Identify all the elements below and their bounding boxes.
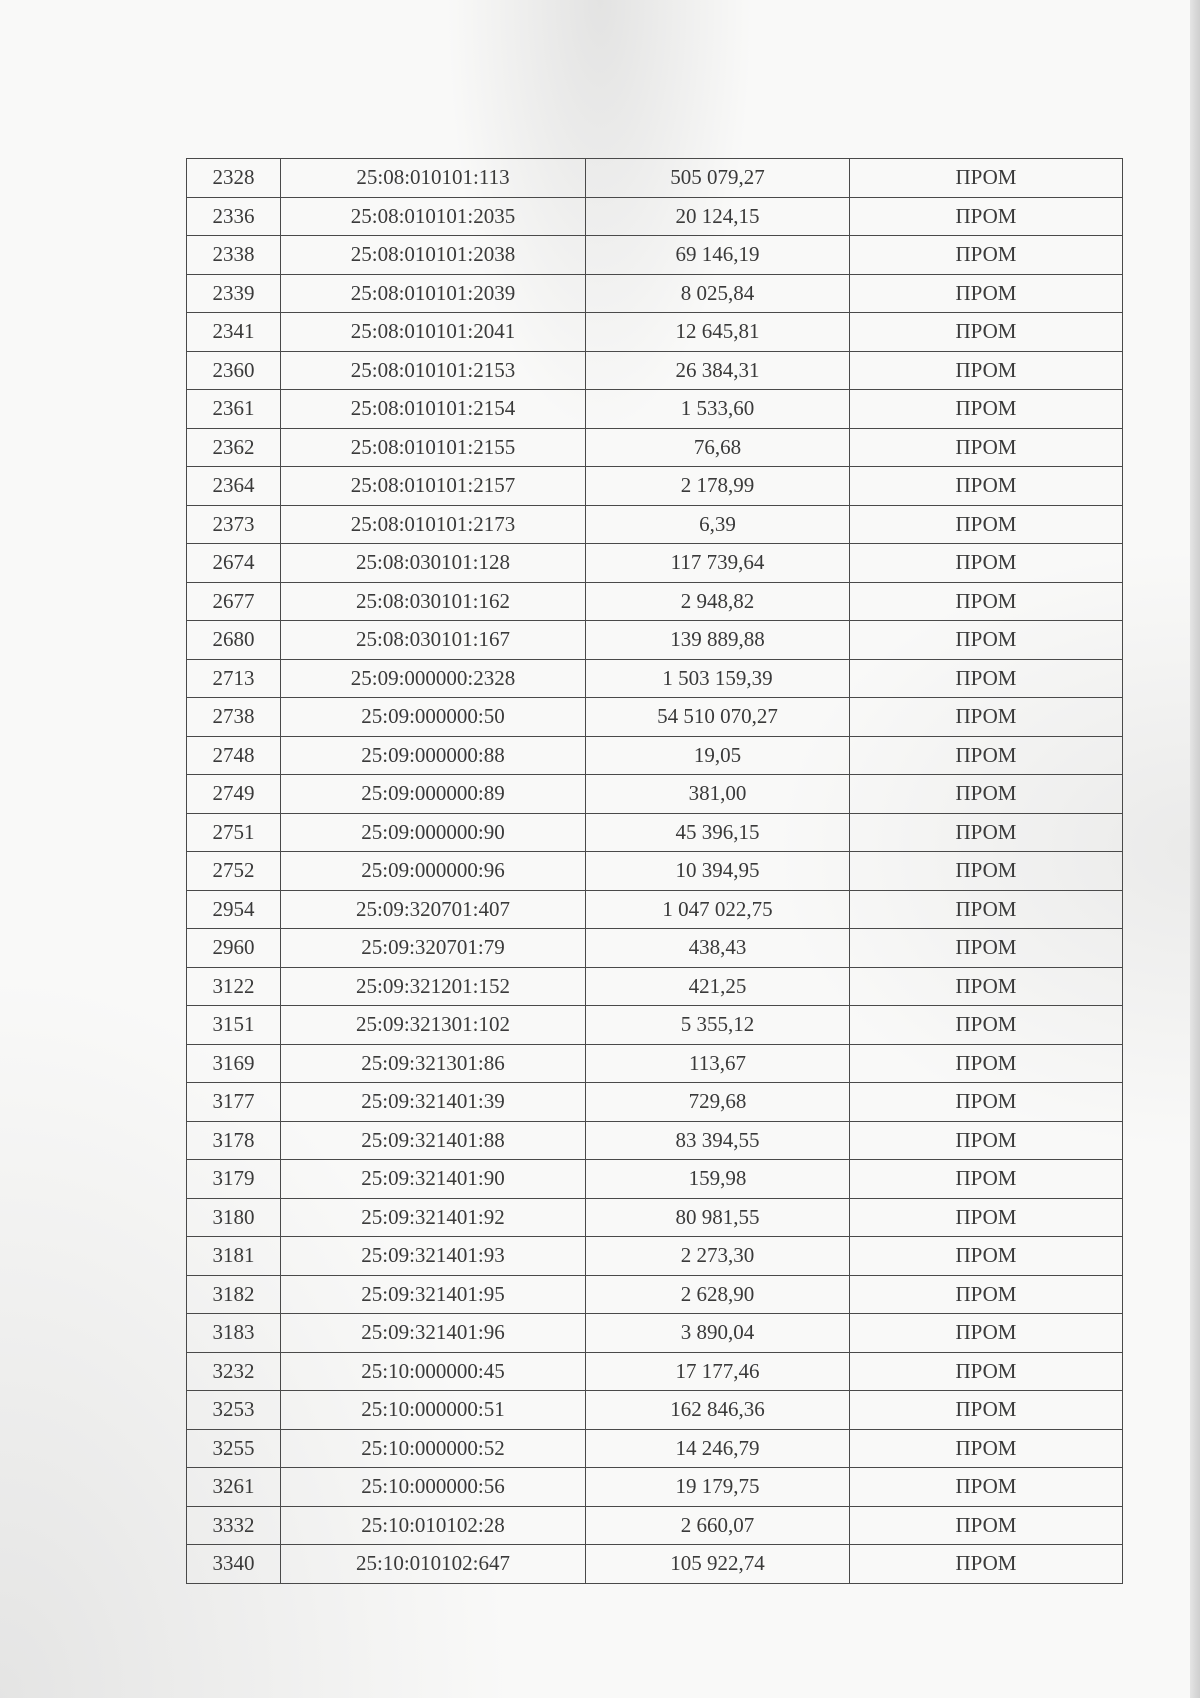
row-number-cell: 3181: [187, 1237, 281, 1276]
table-row: [187, 1237, 1123, 1276]
row-number-cell: 3169: [187, 1044, 281, 1083]
category-cell: ПРОМ: [850, 351, 1123, 390]
category-cell: ПРОМ: [850, 544, 1123, 583]
row-number-cell: 3261: [187, 1468, 281, 1507]
value-cell: 69 146,19: [586, 236, 850, 275]
category-cell: ПРОМ: [850, 159, 1123, 198]
value-cell: 12 645,81: [586, 313, 850, 352]
category-cell: ПРОМ: [850, 582, 1123, 621]
value-cell: 2 273,30: [586, 1237, 850, 1276]
cadastral-number-cell: 25:08:010101:2038: [281, 236, 586, 275]
table-row: [187, 1006, 1123, 1045]
table-row: [187, 313, 1123, 352]
row-number-cell: 2960: [187, 929, 281, 968]
table-row: [187, 274, 1123, 313]
cadastral-number-cell: 25:08:030101:167: [281, 621, 586, 660]
value-cell: 162 846,36: [586, 1391, 850, 1430]
value-cell: 17 177,46: [586, 1352, 850, 1391]
value-cell: 1 533,60: [586, 390, 850, 429]
row-number-cell: 2339: [187, 274, 281, 313]
cadastral-number-cell: 25:09:321201:152: [281, 967, 586, 1006]
value-cell: 54 510 070,27: [586, 698, 850, 737]
table-row: [187, 929, 1123, 968]
category-cell: ПРОМ: [850, 929, 1123, 968]
table-row: [187, 544, 1123, 583]
cadastral-number-cell: 25:09:320701:79: [281, 929, 586, 968]
value-cell: 729,68: [586, 1083, 850, 1122]
value-cell: 159,98: [586, 1160, 850, 1199]
value-cell: 3 890,04: [586, 1314, 850, 1353]
cadastral-number-cell: 25:09:321301:102: [281, 1006, 586, 1045]
table-row: [187, 1545, 1123, 1584]
value-cell: 45 396,15: [586, 813, 850, 852]
row-number-cell: 3232: [187, 1352, 281, 1391]
value-cell: 83 394,55: [586, 1121, 850, 1160]
row-number-cell: 3179: [187, 1160, 281, 1199]
table-row: [187, 698, 1123, 737]
value-cell: 2 948,82: [586, 582, 850, 621]
value-cell: 8 025,84: [586, 274, 850, 313]
category-cell: ПРОМ: [850, 1352, 1123, 1391]
cadastral-number-cell: 25:09:321401:95: [281, 1275, 586, 1314]
table-row: [187, 1198, 1123, 1237]
cadastral-number-cell: 25:09:320701:407: [281, 890, 586, 929]
category-cell: ПРОМ: [850, 1391, 1123, 1430]
row-number-cell: 3151: [187, 1006, 281, 1045]
table-row: [187, 775, 1123, 814]
value-cell: 26 384,31: [586, 351, 850, 390]
row-number-cell: 2674: [187, 544, 281, 583]
row-number-cell: 2680: [187, 621, 281, 660]
table-row: [187, 1160, 1123, 1199]
table-row: [187, 852, 1123, 891]
category-cell: ПРОМ: [850, 1044, 1123, 1083]
cadastral-number-cell: 25:08:010101:2154: [281, 390, 586, 429]
table-row: [187, 1468, 1123, 1507]
category-cell: ПРОМ: [850, 621, 1123, 660]
value-cell: 20 124,15: [586, 197, 850, 236]
category-cell: ПРОМ: [850, 736, 1123, 775]
table-row: [187, 1429, 1123, 1468]
category-cell: ПРОМ: [850, 236, 1123, 275]
category-cell: ПРОМ: [850, 505, 1123, 544]
category-cell: ПРОМ: [850, 659, 1123, 698]
category-cell: ПРОМ: [850, 1083, 1123, 1122]
row-number-cell: 2338: [187, 236, 281, 275]
value-cell: 113,67: [586, 1044, 850, 1083]
row-number-cell: 3183: [187, 1314, 281, 1353]
value-cell: 2 628,90: [586, 1275, 850, 1314]
value-cell: 10 394,95: [586, 852, 850, 891]
cadastral-number-cell: 25:09:321401:88: [281, 1121, 586, 1160]
table-row: [187, 197, 1123, 236]
category-cell: ПРОМ: [850, 852, 1123, 891]
cadastral-number-cell: 25:09:321301:86: [281, 1044, 586, 1083]
table-row: [187, 1506, 1123, 1545]
table-row: [187, 659, 1123, 698]
value-cell: 2 660,07: [586, 1506, 850, 1545]
cadastral-number-cell: 25:09:000000:88: [281, 736, 586, 775]
row-number-cell: 3255: [187, 1429, 281, 1468]
cadastral-number-cell: 25:08:010101:2173: [281, 505, 586, 544]
row-number-cell: 2738: [187, 698, 281, 737]
category-cell: ПРОМ: [850, 390, 1123, 429]
cadastral-number-cell: 25:08:010101:2039: [281, 274, 586, 313]
value-cell: 381,00: [586, 775, 850, 814]
row-number-cell: 2328: [187, 159, 281, 198]
category-cell: ПРОМ: [850, 274, 1123, 313]
row-number-cell: 2361: [187, 390, 281, 429]
value-cell: 6,39: [586, 505, 850, 544]
category-cell: ПРОМ: [850, 197, 1123, 236]
cadastral-number-cell: 25:10:010102:647: [281, 1545, 586, 1584]
value-cell: 421,25: [586, 967, 850, 1006]
category-cell: ПРОМ: [850, 1468, 1123, 1507]
table-row: [187, 351, 1123, 390]
cadastral-number-cell: 25:09:321401:93: [281, 1237, 586, 1276]
table-body: [187, 159, 1123, 1584]
cadastral-number-cell: 25:10:010102:28: [281, 1506, 586, 1545]
row-number-cell: 2752: [187, 852, 281, 891]
value-cell: 76,68: [586, 428, 850, 467]
category-cell: ПРОМ: [850, 813, 1123, 852]
value-cell: 19 179,75: [586, 1468, 850, 1507]
category-cell: ПРОМ: [850, 1275, 1123, 1314]
value-cell: 2 178,99: [586, 467, 850, 506]
cadastral-number-cell: 25:09:321401:92: [281, 1198, 586, 1237]
row-number-cell: 2751: [187, 813, 281, 852]
table-row: [187, 1044, 1123, 1083]
cadastral-number-cell: 25:09:321401:39: [281, 1083, 586, 1122]
category-cell: ПРОМ: [850, 890, 1123, 929]
value-cell: 117 739,64: [586, 544, 850, 583]
cadastral-number-cell: 25:08:010101:2153: [281, 351, 586, 390]
row-number-cell: 2954: [187, 890, 281, 929]
row-number-cell: 2713: [187, 659, 281, 698]
row-number-cell: 2360: [187, 351, 281, 390]
row-number-cell: 2748: [187, 736, 281, 775]
value-cell: 14 246,79: [586, 1429, 850, 1468]
category-cell: ПРОМ: [850, 1545, 1123, 1584]
cadastral-number-cell: 25:09:000000:90: [281, 813, 586, 852]
cadastral-number-cell: 25:09:000000:50: [281, 698, 586, 737]
category-cell: ПРОМ: [850, 467, 1123, 506]
cadastral-number-cell: 25:09:321401:96: [281, 1314, 586, 1353]
cadastral-number-cell: 25:09:000000:96: [281, 852, 586, 891]
table-row: [187, 1314, 1123, 1353]
table-row: [187, 505, 1123, 544]
value-cell: 438,43: [586, 929, 850, 968]
cadastral-number-cell: 25:10:000000:56: [281, 1468, 586, 1507]
table-row: [187, 967, 1123, 1006]
cadastral-number-cell: 25:08:030101:128: [281, 544, 586, 583]
table-row: [187, 1391, 1123, 1430]
value-cell: 139 889,88: [586, 621, 850, 660]
cadastral-number-cell: 25:09:000000:2328: [281, 659, 586, 698]
cadastral-number-cell: 25:08:010101:2035: [281, 197, 586, 236]
cadastral-number-cell: 25:10:000000:51: [281, 1391, 586, 1430]
category-cell: ПРОМ: [850, 1237, 1123, 1276]
category-cell: ПРОМ: [850, 698, 1123, 737]
row-number-cell: 3122: [187, 967, 281, 1006]
row-number-cell: 2336: [187, 197, 281, 236]
cadastral-number-cell: 25:08:010101:113: [281, 159, 586, 198]
table-row: [187, 159, 1123, 198]
category-cell: ПРОМ: [850, 1006, 1123, 1045]
value-cell: 80 981,55: [586, 1198, 850, 1237]
value-cell: 1 047 022,75: [586, 890, 850, 929]
row-number-cell: 3177: [187, 1083, 281, 1122]
row-number-cell: 2362: [187, 428, 281, 467]
table-row: [187, 1083, 1123, 1122]
cadastral-number-cell: 25:09:000000:89: [281, 775, 586, 814]
table-row: [187, 428, 1123, 467]
cadastral-number-cell: 25:08:010101:2155: [281, 428, 586, 467]
category-cell: ПРОМ: [850, 1121, 1123, 1160]
category-cell: ПРОМ: [850, 428, 1123, 467]
category-cell: ПРОМ: [850, 1314, 1123, 1353]
table-row: [187, 390, 1123, 429]
table-row: [187, 236, 1123, 275]
table-row: [187, 582, 1123, 621]
row-number-cell: 3340: [187, 1545, 281, 1584]
row-number-cell: 2749: [187, 775, 281, 814]
category-cell: ПРОМ: [850, 1198, 1123, 1237]
value-cell: 19,05: [586, 736, 850, 775]
row-number-cell: 2364: [187, 467, 281, 506]
category-cell: ПРОМ: [850, 967, 1123, 1006]
table-row: [187, 813, 1123, 852]
row-number-cell: 3178: [187, 1121, 281, 1160]
cadastral-number-cell: 25:09:321401:90: [281, 1160, 586, 1199]
category-cell: ПРОМ: [850, 313, 1123, 352]
row-number-cell: 3180: [187, 1198, 281, 1237]
table-row: [187, 1275, 1123, 1314]
row-number-cell: 2373: [187, 505, 281, 544]
cadastral-number-cell: 25:10:000000:52: [281, 1429, 586, 1468]
value-cell: 1 503 159,39: [586, 659, 850, 698]
table-row: [187, 467, 1123, 506]
row-number-cell: 3253: [187, 1391, 281, 1430]
cadastral-number-cell: 25:08:010101:2157: [281, 467, 586, 506]
value-cell: 505 079,27: [586, 159, 850, 198]
cadastral-number-cell: 25:10:000000:45: [281, 1352, 586, 1391]
row-number-cell: 2341: [187, 313, 281, 352]
table-row: [187, 1352, 1123, 1391]
page-edge-shadow: [1190, 0, 1200, 1698]
table-row: [187, 890, 1123, 929]
table-row: [187, 1121, 1123, 1160]
row-number-cell: 3182: [187, 1275, 281, 1314]
table-row: [187, 621, 1123, 660]
cadastral-table: [186, 158, 1123, 1584]
value-cell: 105 922,74: [586, 1545, 850, 1584]
table-row: [187, 736, 1123, 775]
category-cell: ПРОМ: [850, 1429, 1123, 1468]
category-cell: ПРОМ: [850, 1160, 1123, 1199]
cadastral-number-cell: 25:08:010101:2041: [281, 313, 586, 352]
value-cell: 5 355,12: [586, 1006, 850, 1045]
row-number-cell: 2677: [187, 582, 281, 621]
category-cell: ПРОМ: [850, 775, 1123, 814]
category-cell: ПРОМ: [850, 1506, 1123, 1545]
cadastral-number-cell: 25:08:030101:162: [281, 582, 586, 621]
row-number-cell: 3332: [187, 1506, 281, 1545]
